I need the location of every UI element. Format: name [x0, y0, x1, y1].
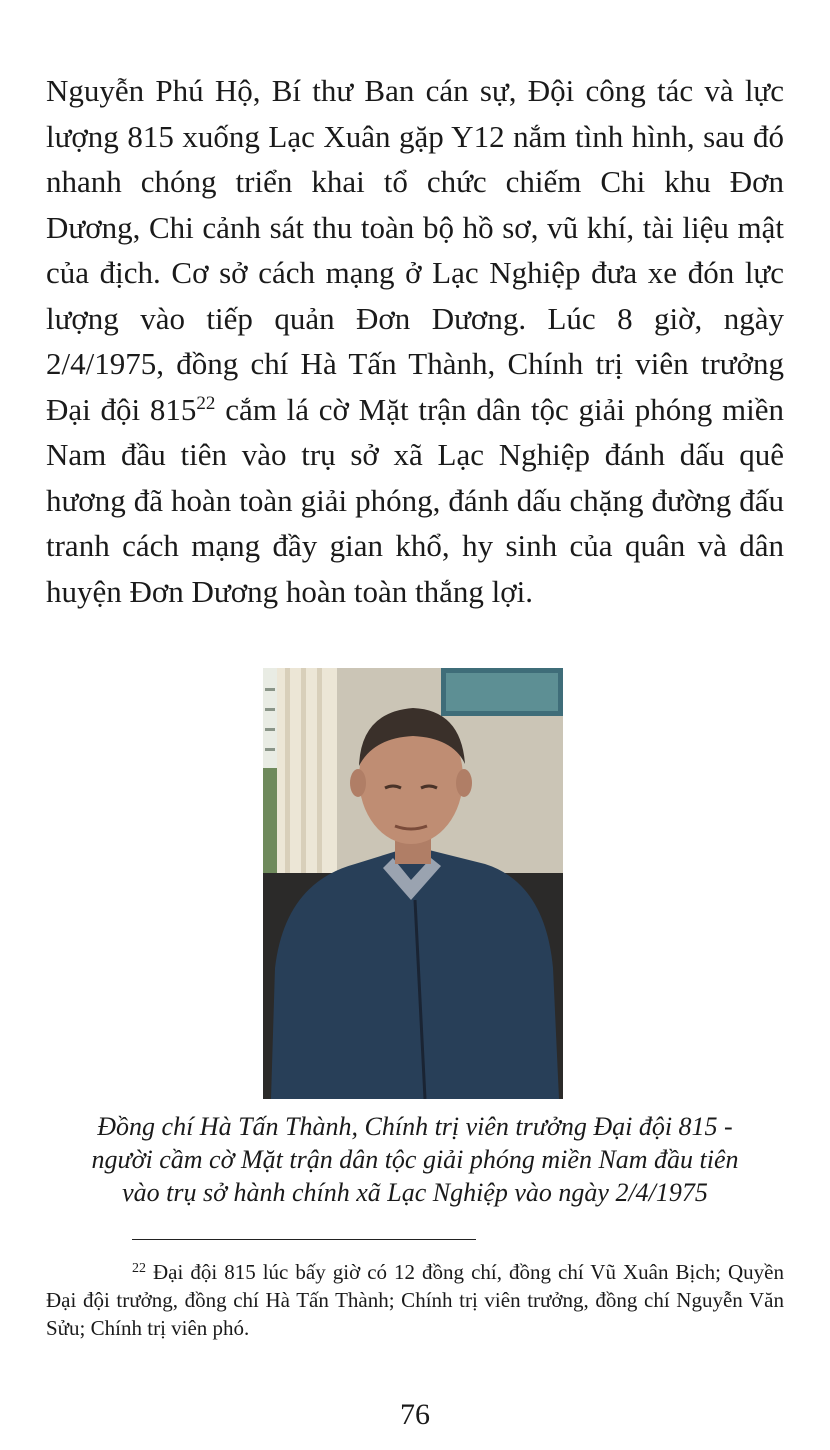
footnote [46, 1258, 784, 1342]
body-paragraph [46, 68, 784, 614]
caption-line-3: vào trụ sở hành chính xã Lạc Nghiệp vào ngày 2/4/1975 [122, 1178, 708, 1207]
footnote-marker: 22 [132, 1261, 146, 1276]
page-number: 76 [400, 1398, 430, 1431]
body-text-part-2: cắm lá cờ Mặt trận dân tộc giải phóng miền Nam đầu tiên vào trụ sở xã Lạc Nghiệp đánh dấu quê hương đã hoàn toàn giải phóng, đánh dấu chặng đường đấu tranh cách mạng đầy gian khổ, hy sinh của quân và dân huyện Đơn Dương hoàn toàn thắng lợi. [46, 391, 785, 609]
footnote-reference[interactable]: 22 [196, 392, 216, 414]
portrait-photo [263, 668, 563, 1099]
footnote-text: Đại đội 815 lúc bấy giờ có 12 đồng chí, đồng chí Vũ Xuân Bịch; Quyền Đại đội trưởng, đồng chí Hà Tấn Thành; Chính trị viên trưởng, đồng chí Nguyễn Văn Sửu; Chính trị viên phó. [46, 1260, 784, 1340]
photo-caption [40, 1110, 790, 1209]
caption-line-2: người cầm cờ Mặt trận dân tộc giải phóng miền Nam đầu tiên [91, 1145, 739, 1174]
body-text-part-1: Nguyễn Phú Hộ, Bí thư Ban cán sự, Đội công tác và lực lượng 815 xuống Lạc Xuân gặp Y12 nắm tình hình, sau đó nhanh chóng triển khai tổ chức chiếm Chi khu Đơn Dương, Chi cảnh sát thu toàn bộ hồ sơ, vũ khí, tài liệu mật của địch. Cơ sở cách mạng ở Lạc Nghiệp đưa xe đón lực lượng vào tiếp quản Đơn Dương. Lúc 8 giờ, ngày 2/4/1975, đồng chí Hà Tấn Thành, Chính trị viên trưởng Đại đội 815 [46, 73, 784, 427]
caption-line-1: Đồng chí Hà Tấn Thành, Chính trị viên trưởng Đại đội 815 - [97, 1112, 733, 1141]
footnote-divider [132, 1239, 476, 1240]
